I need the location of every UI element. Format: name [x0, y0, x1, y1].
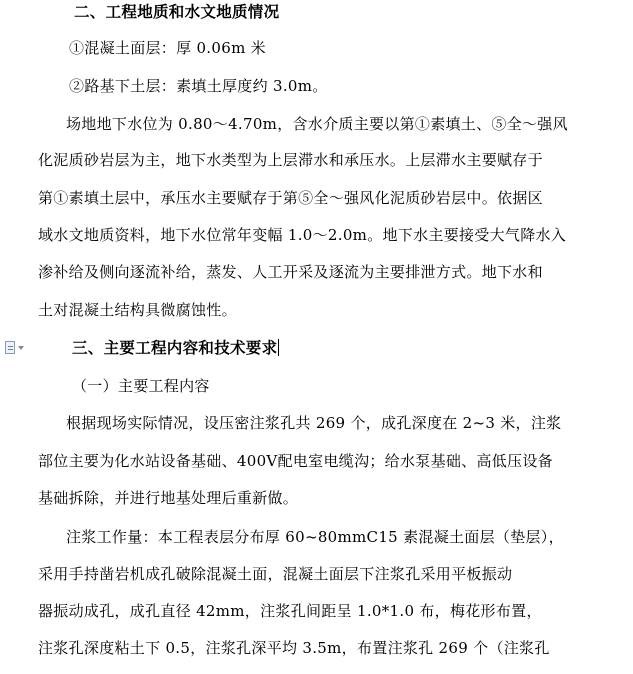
- paragraph-line: 场地地下水位为 0.80～4.70m，含水介质主要以第①素填土、⑤全～强风: [66, 115, 568, 133]
- section-heading-text: 三、主要工程内容和技术要求: [72, 338, 278, 357]
- paragraph-line: 器振动成孔，成孔直径 42mm，注浆孔间距呈 1.0*1.0 布，梅花形布置，: [38, 602, 542, 620]
- paragraph-line: 第①素填土层中，承压水主要赋存于第⑤全～强风化泥质砂岩层中。依据区: [38, 189, 543, 207]
- paragraph-line: 土对混凝土结构具微腐蚀性。: [38, 301, 237, 319]
- paragraph-line: 基础拆除，并进行地基处理后重新做。: [38, 489, 299, 507]
- paragraph-line: 根据现场实际情况，设压密注浆孔共 269 个，成孔深度在 2~3 米，注浆: [66, 414, 562, 432]
- section-heading-geology: 二、工程地质和水文地质情况: [74, 2, 280, 21]
- paragraph-line: 渗补给及侧向逐流补给，蒸发、人工开采及逐流为主要排泄方式。地下水和: [38, 263, 543, 281]
- paragraph-line: 注浆工作量：本工程表层分布厚 60~80mmC15 素混凝土面层（垫层），: [66, 528, 564, 546]
- chevron-down-icon: [18, 346, 24, 350]
- paragraph-line: 域水文地质资料，地下水位常年变幅 1.0～2.0m。地下水主要接受大气降水入: [38, 226, 567, 244]
- document-options-icon[interactable]: [5, 340, 31, 356]
- section-heading-scope[interactable]: [72, 338, 279, 358]
- paragraph-line: ②路基下土层：素填土厚度约 3.0m。: [69, 77, 328, 95]
- paragraph-line: ①混凝土面层：厚 0.06m 米: [69, 39, 266, 57]
- page-icon: [5, 341, 15, 354]
- paragraph-line: 注浆孔深度粘土下 0.5，注浆孔深平均 3.5m，布置注浆孔 269 个（注浆孔: [38, 639, 550, 657]
- subsection-heading: （一）主要工程内容: [72, 377, 210, 395]
- paragraph-line: 部位主要为化水站设备基础、400V配电室电缆沟；给水泵基础、高低压设备: [38, 452, 553, 470]
- paragraph-line: 化泥质砂岩层为主，地下水类型为上层滞水和承压水。上层滞水主要赋存于: [38, 151, 543, 169]
- text-cursor: [278, 339, 279, 356]
- paragraph-line: 采用手持凿岩机成孔破除混凝土面，混凝土面层下注浆孔采用平板振动: [38, 565, 513, 583]
